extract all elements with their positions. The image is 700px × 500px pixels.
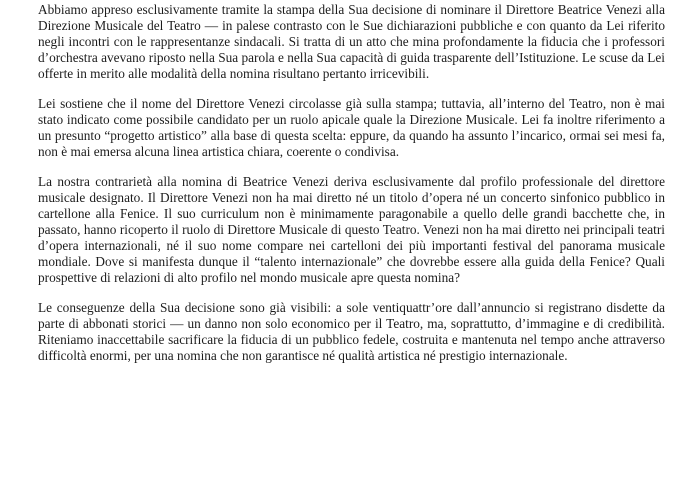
paragraph-2: Lei sostiene che il nome del Direttore Venezi circolasse già sulla stampa; tuttavia, all’interno del Teatro, non è mai stato indicato come possibile candidato per un ruolo apicale quale la Direzione Musicale. Lei fa inoltre riferimento a un presunto “progetto artistico” alla base di questa scelta: eppure, da quando ha assunto l’incarico, ormai sei mesi fa, non è mai emersa alcuna linea artistica chiara, coerente o condivisa. bbox=[38, 96, 665, 159]
paragraph-3: La nostra contrarietà alla nomina di Beatrice Venezi deriva esclusivamente dal profilo professionale del direttore musicale designato. Il Direttore Venezi non ha mai diretto né un titolo d’opera né un concerto sinfonico pubblico in cartellone alla Fenice. Il suo curriculum non è minimamente paragonabile a quello delle grandi bacchette che, in passato, hanno ricoperto il ruolo di Direttore Musicale di questo Teatro. Venezi non ha mai diretto nei principali teatri d’opera internazionali, né il suo nome compare nei cartelloni dei più importanti festival del panorama musicale mondiale. Dove si manifesta dunque il “talento internazionale” che dovrebbe essere alla guida della Fenice? Quali prospettive di relazioni di alto profilo nel mondo musicale apre questa nomina? bbox=[38, 174, 665, 285]
paragraph-4: Le conseguenze della Sua decisione sono già visibili: a sole ventiquattr’ore dall’annuncio si registrano disdette da parte di abbonati storici — un danno non solo economico per il Teatro, ma, soprattutto, d’immagine e di credibilità. Riteniamo inaccettabile sacrificare la fiducia di un pubblico fedele, costruita e mantenuta nel tempo anche attraverso difficoltà enormi, per una nomina che non garantisce né qualità artistica né prestigio internazionale. bbox=[38, 300, 665, 363]
paragraph-1: Abbiamo appreso esclusivamente tramite la stampa della Sua decisione di nominare il Direttore Beatrice Venezi alla Direzione Musicale del Teatro — in palese contrasto con le Sue dichiarazioni pubbliche e con quanto da Lei riferito negli incontri con le rappresentanze sindacali. Si tratta di un atto che mina profondamente la fiducia che i professori d’orchestra avevano riposto nella Sua parola e nella Sua capacità di guida trasparente dell’Istituzione. Le scuse da Lei offerte in merito alle modalità della nomina risultano pertanto irricevibili. bbox=[38, 2, 665, 81]
